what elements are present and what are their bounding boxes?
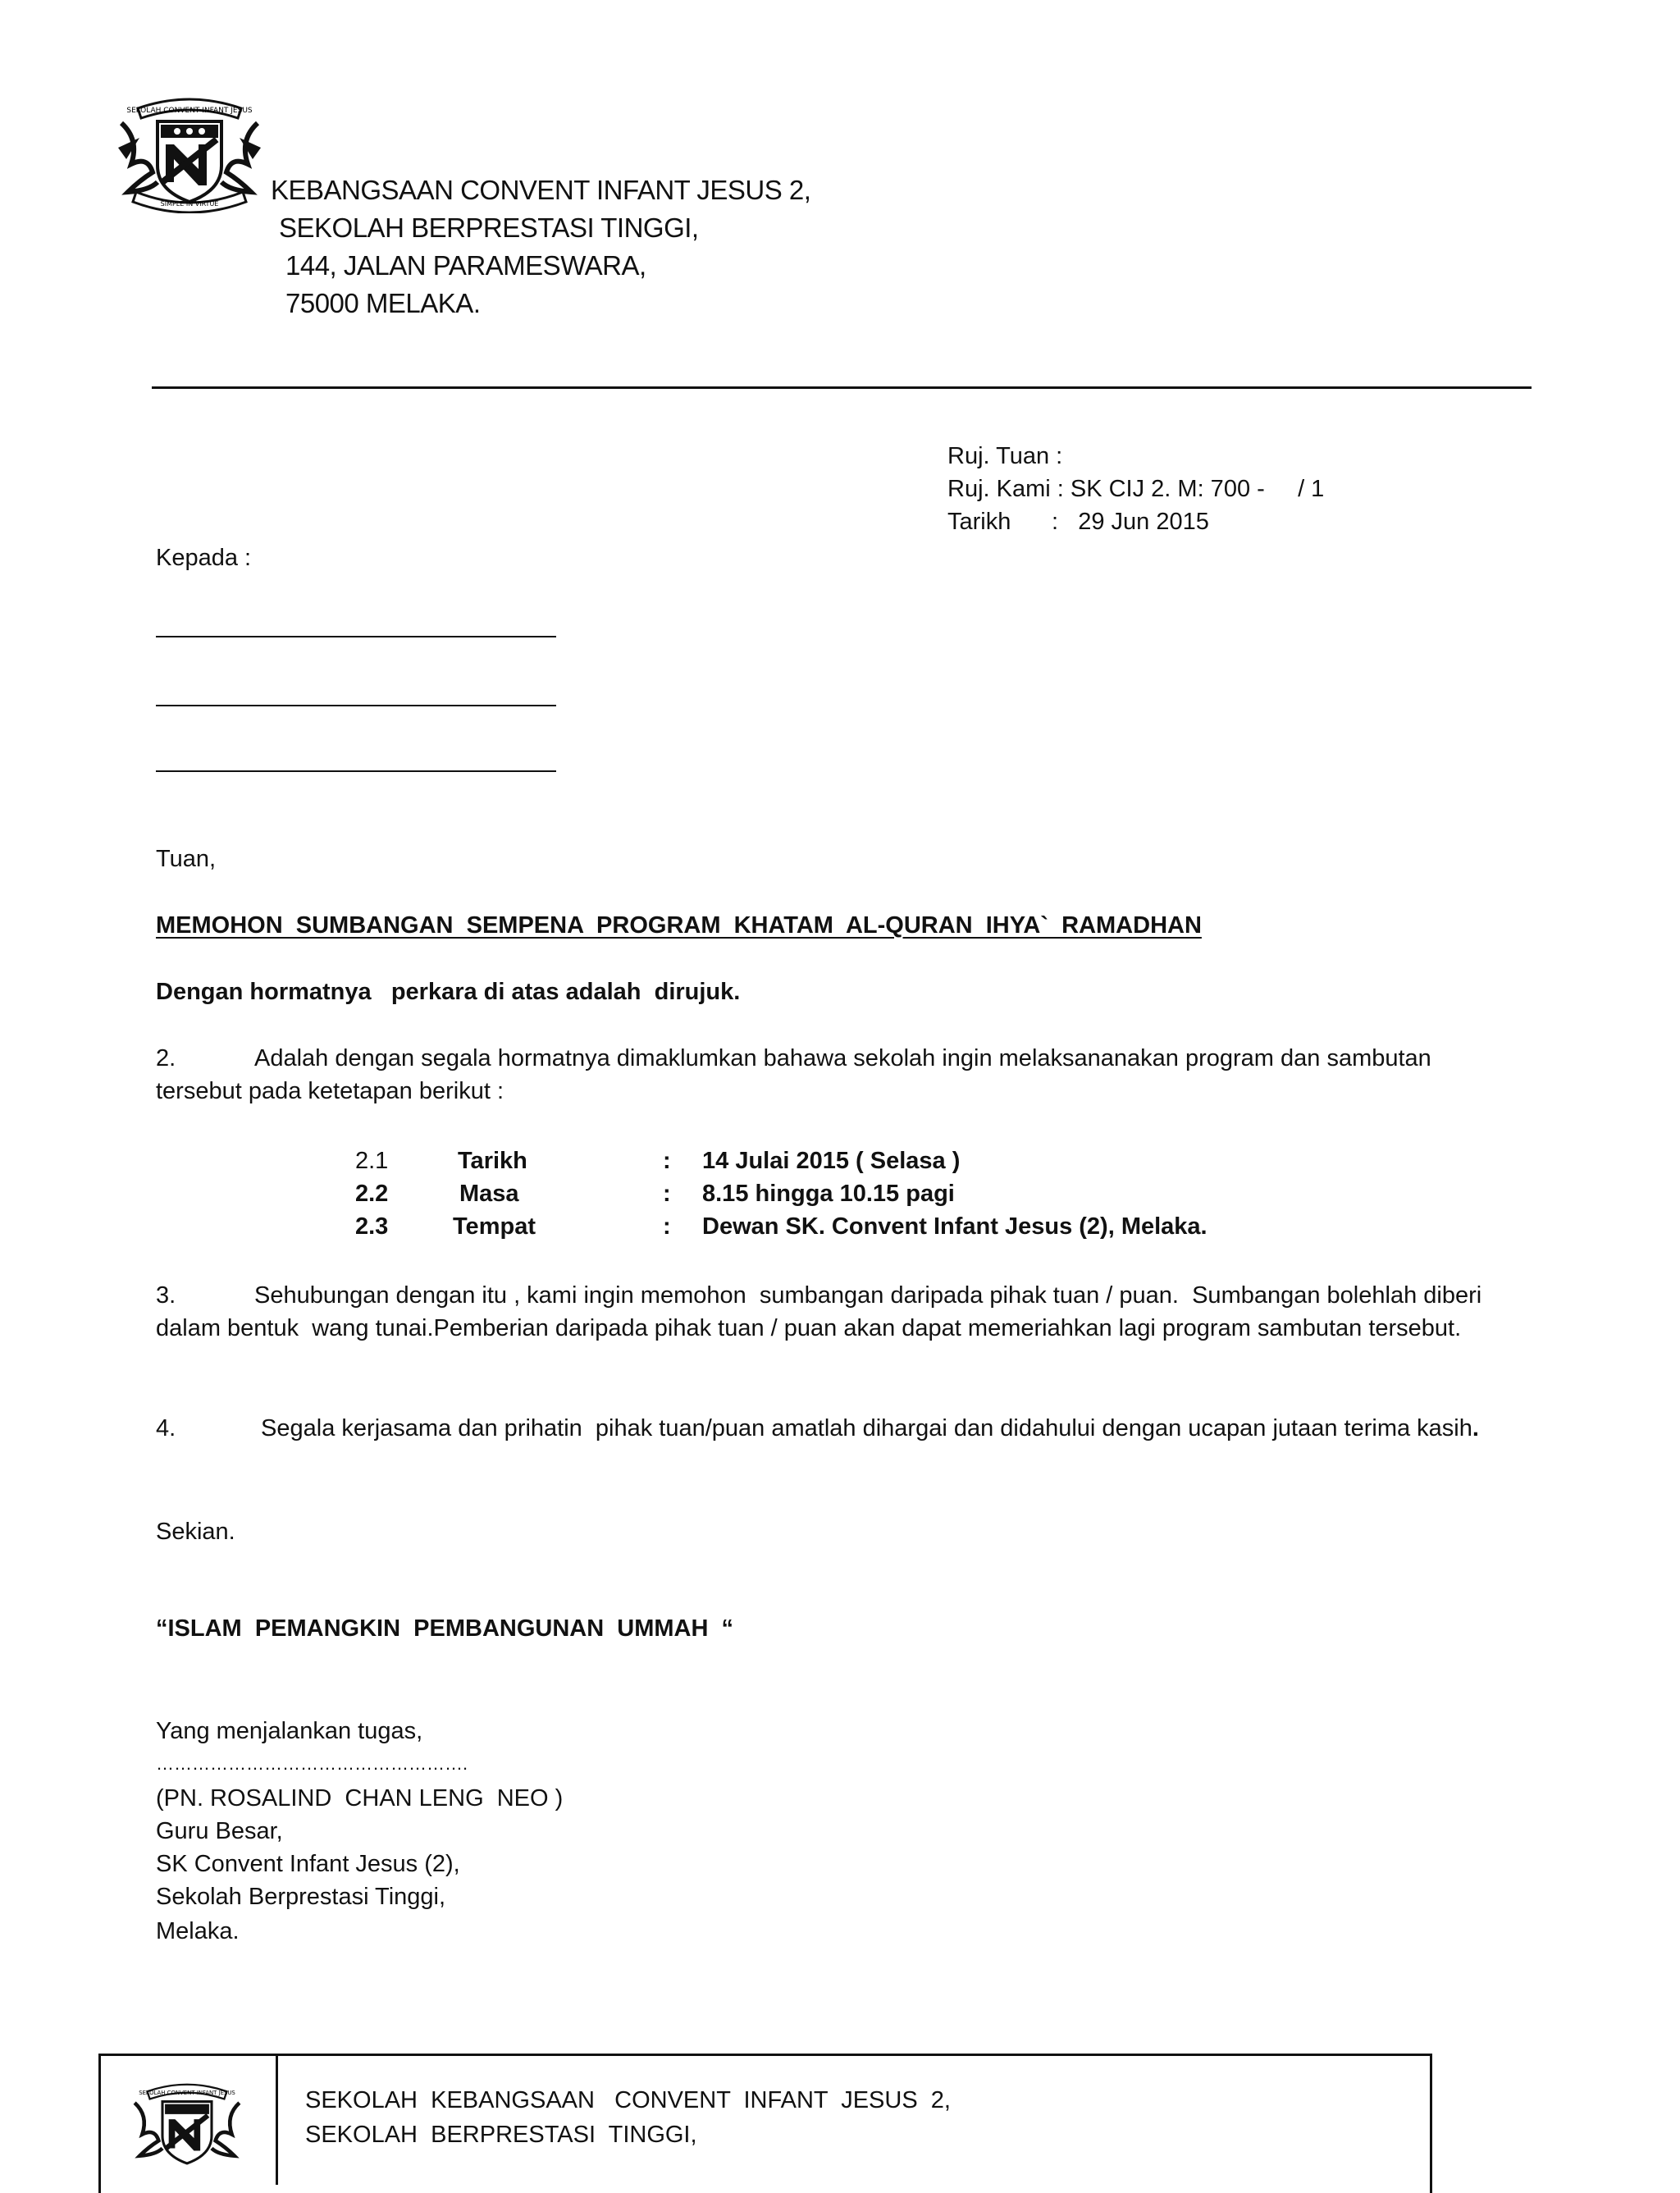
detail-label: Tarikh [458,1148,527,1174]
recipient-label: Kepada : [156,545,252,571]
signature-state: Melaka. [156,1918,240,1944]
signature-status: Sekolah Berprestasi Tinggi, [156,1884,446,1910]
detail-num: 2.2 [355,1181,389,1207]
svg-text:SEKOLAH CONVENT INFANT JESUS: SEKOLAH CONVENT INFANT JESUS [139,2090,235,2097]
signature-dots: ……………………………………………. [156,1753,468,1774]
detail-sep: : [663,1148,671,1174]
letterhead-divider [152,386,1532,389]
opening-line: Dengan hormatnya perkara di atas adalah dirujuk. [156,979,741,1005]
detail-label: Tempat [453,1213,536,1240]
signature-intro: Yang menjalankan tugas, [156,1718,423,1744]
recipient-blank-line-1 [156,636,556,637]
detail-value: 8.15 hingga 10.15 pagi [702,1181,955,1207]
closing: Sekian. [156,1519,235,1545]
salutation: Tuan, [156,846,217,872]
ref-tarikh-value: : 29 Jun 2015 [1052,509,1209,535]
motto: “ISLAM PEMANGKIN PEMBANGUNAN UMMAH “ [156,1615,734,1642]
footer-divider [276,2054,278,2185]
paragraph-4 [156,1412,1518,1445]
ref-ruj-tuan: Ruj. Tuan : [947,443,1063,469]
detail-num: 2.3 [355,1213,389,1240]
paragraph-2 [156,1042,1518,1108]
signature-name: (PN. ROSALIND CHAN LENG NEO ) [156,1785,564,1812]
paragraph-3-text: Sehubungan dengan itu , kami ingin memohon sumbangan daripada pihak tuan / puan. Sumbangan bolehlah diberi dalam bentuk wang tunai.Pemberian daripada pihak tuan / puan akan dapat memeriahkan lagi program sambutan tersebut. [156,1282,1489,1341]
svg-text:SEKOLAH CONVENT INFANT JESUS: SEKOLAH CONVENT INFANT JESUS [126,107,253,115]
paragraph-2-text: Adalah dengan segala hormatnya dimaklumkan bahawa sekolah ingin melaksananakan program dan sambutan tersebut pada ketetapan berikut : [156,1045,1431,1104]
footer-box [98,2054,1432,2193]
detail-value: Dewan SK. Convent Infant Jesus (2), Melaka. [702,1213,1208,1240]
footer-crest [130,2076,244,2174]
detail-value: 14 Julai 2015 ( Selasa ) [702,1148,961,1174]
signature-school: SK Convent Infant Jesus (2), [156,1851,460,1877]
detail-sep: : [663,1181,671,1207]
recipient-blank-line-3 [156,770,556,772]
recipient-blank-line-2 [156,705,556,706]
footer-line-1: SEKOLAH KEBANGSAAN CONVENT INFANT JESUS 2, [305,2087,951,2113]
paragraph-4-end: . [1472,1415,1479,1441]
paragraph-4-text: Segala kerjasama dan prihatin pihak tuan/puan amatlah dihargai dan didahului dengan ucapan jutaan terima kasih [254,1415,1472,1441]
ref-tarikh-label: Tarikh [947,509,1011,535]
paragraph-4-number: 4. [156,1415,176,1441]
subject-line: MEMOHON SUMBANGAN SEMPENA PROGRAM KHATAM AL-QURAN IHYA` RAMADHAN [156,912,1202,939]
letterhead-line-4: 75000 MELAKA. [285,288,481,318]
paragraph-3 [156,1279,1518,1345]
ref-ruj-kami: Ruj. Kami : SK CIJ 2. M: 700 - / 1 [947,476,1325,502]
detail-label: Masa [459,1181,519,1207]
school-crest [115,90,264,213]
letterhead-line-3: 144, JALAN PARAMESWARA, [285,250,646,281]
letterhead-line-2: SEKOLAH BERPRESTASI TINGGI, [279,212,699,243]
footer-line-2: SEKOLAH BERPRESTASI TINGGI, [305,2122,697,2148]
svg-text:SIMPLE IN VIRTUE: SIMPLE IN VIRTUE [160,200,219,208]
signature-title: Guru Besar, [156,1818,283,1844]
paragraph-2-number: 2. [156,1045,176,1071]
detail-sep: : [663,1213,671,1240]
detail-num: 2.1 [355,1148,389,1174]
letterhead-line-1: KEBANGSAAN CONVENT INFANT JESUS 2, [271,175,811,205]
paragraph-3-number: 3. [156,1282,176,1309]
